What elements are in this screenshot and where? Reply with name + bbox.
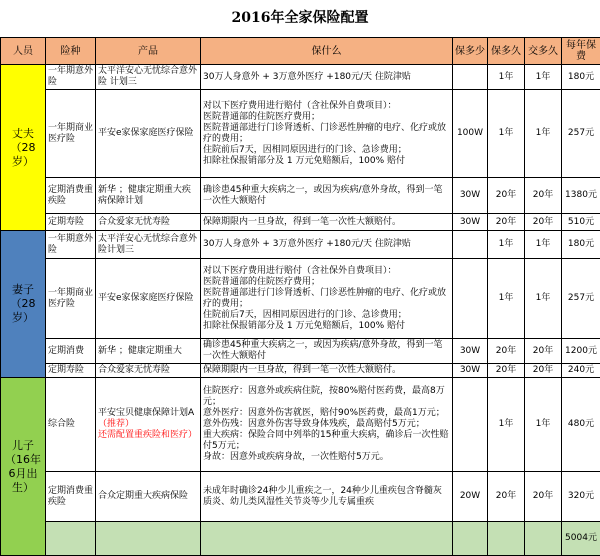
cell-premium: 510元 <box>562 214 600 231</box>
table-row <box>1 214 600 231</box>
page-title: 2016年全家保险配置 <box>0 0 600 37</box>
table-row <box>1 364 600 378</box>
product-name: 平安宝贝健康保障计划A <box>98 408 198 419</box>
cell-term: 1年 <box>488 378 525 472</box>
total-premium: 5004元 <box>562 522 600 556</box>
cell-premium: 257元 <box>562 90 600 178</box>
cell-coverage: 保障期限内一旦身故，得到一笔一次性大额赔付。 <box>201 214 453 231</box>
cell-product: 合众爱家无忧寿险 <box>96 364 201 378</box>
coverage-text: 对以下医疗费用进行赔付（含社保外自费项目）： 医院普通部的住院医疗费用； 医院普通部进行门诊肾透析、门诊恶性肿瘤的电疗、化疗或放疗的费用； 住院前后7天，因相同原因进行的门诊、急诊费用； 扣除社保报销部分及 1 万元免赔额后，100% 赔付 <box>203 266 450 332</box>
cell-product: 新华 ；健康定期重大 <box>96 339 201 364</box>
cell-amount: 30W <box>453 339 488 364</box>
blank-cell <box>488 522 525 556</box>
cell-pay: 1年 <box>525 378 562 472</box>
cell-premium: 180元 <box>562 65 600 90</box>
table-row <box>1 178 600 214</box>
cell-product: 太平洋安心无忧综合意外险计划三 <box>96 231 201 259</box>
table-row <box>1 65 600 90</box>
cell-amount <box>453 65 488 90</box>
cell-term: 20年 <box>488 214 525 231</box>
cell-term: 20年 <box>488 339 525 364</box>
cell-product <box>96 378 201 472</box>
cell-coverage: 30万人身意外 + 3万意外医疗 +180元/天 住院津贴 <box>201 65 453 90</box>
cell-pay: 20年 <box>525 214 562 231</box>
cell-term: 1年 <box>488 231 525 259</box>
cell-amount: 100W <box>453 90 488 178</box>
product-extra-note: 还需配置重疾险和医疗） <box>98 430 198 441</box>
cell-term: 1年 <box>488 259 525 339</box>
header-row <box>1 38 600 65</box>
cell-term: 20年 <box>488 472 525 522</box>
blank-cell <box>96 522 201 556</box>
cell-type: 定期寿险 <box>46 364 96 378</box>
cell-coverage: 确诊患45种重大疾病之一，或因为疾病/意外身故，得到一笔一次性大额赔付 <box>201 178 453 214</box>
blank-cell <box>525 522 562 556</box>
cell-pay: 20年 <box>525 178 562 214</box>
table-row <box>1 339 600 364</box>
cell-pay: 1年 <box>525 65 562 90</box>
cell-type: 一年期意外险 <box>46 231 96 259</box>
cell-premium: 320元 <box>562 472 600 522</box>
blank-cell <box>46 522 96 556</box>
cell-term: 20年 <box>488 178 525 214</box>
cell-amount: 20W <box>453 472 488 522</box>
table-row <box>1 472 600 522</box>
cell-type: 一年期意外险 <box>46 65 96 90</box>
cell-premium: 257元 <box>562 259 600 339</box>
product-recommend-note: （推荐） <box>98 419 198 430</box>
cell-amount: 30W <box>453 178 488 214</box>
blank-cell <box>201 522 453 556</box>
cell-term: 1年 <box>488 65 525 90</box>
cell-product: 合众爱家无忧寿险 <box>96 214 201 231</box>
cell-premium: 180元 <box>562 231 600 259</box>
cell-pay: 1年 <box>525 259 562 339</box>
table-row <box>1 259 600 339</box>
cell-pay: 20年 <box>525 472 562 522</box>
header-premium: 每年保费 <box>562 38 600 65</box>
cell-type: 一年期商业医疗险 <box>46 259 96 339</box>
cell-type: 综合险 <box>46 378 96 472</box>
cell-amount <box>453 231 488 259</box>
cell-coverage: 确诊患45种重大疾病之一，或因为疾病/意外身故，得到一笔一次性大额赔付 <box>201 339 453 364</box>
cell-premium: 1200元 <box>562 339 600 364</box>
cell-premium: 480元 <box>562 378 600 472</box>
header-pay: 交多久 <box>525 38 562 65</box>
header-person: 人员 <box>1 38 46 65</box>
table-row <box>1 231 600 259</box>
cell-amount <box>453 259 488 339</box>
cell-pay: 20年 <box>525 339 562 364</box>
cell-type: 定期消费 <box>46 339 96 364</box>
cell-product: 平安e家保家庭医疗保险 <box>96 259 201 339</box>
coverage-text: 对以下医疗费用进行赔付（含社保外自费项目）： 医院普通部的住院医疗费用； 医院普通部进行门诊肾透析、门诊恶性肿瘤的电疗、化疗或放疗的费用； 住院前后7天，因相同原因进行的门诊、急诊费用； 扣除社保报销部分及 1 万元免赔额后，100% 赔付 <box>203 101 450 167</box>
cell-pay: 1年 <box>525 90 562 178</box>
cell-pay: 20年 <box>525 364 562 378</box>
cell-type: 一年期商业医疗险 <box>46 90 96 178</box>
coverage-text: 住院医疗：因意外或疾病住院，按80%赔付医药费，最高8万元； 意外医疗：因意外伤害就医，赔付90%医药费，最高1万元； 意外伤残：因意外伤害导致身体残疾，最高赔付5万元； 重大疾病：保险合同中列举的15种重大疾病，确诊后一次性赔付5万元； 身故：因意外或疾病身故，一次性赔付5万元。 <box>203 386 450 463</box>
cell-premium: 240元 <box>562 364 600 378</box>
cell-type: 定期消费重疾险 <box>46 472 96 522</box>
cell-product: 合众定期重大疾病保险 <box>96 472 201 522</box>
header-term: 保多久 <box>488 38 525 65</box>
cell-type: 定期消费重疾险 <box>46 178 96 214</box>
cell-premium: 1380元 <box>562 178 600 214</box>
table-row <box>1 90 600 178</box>
cell-term: 20年 <box>488 364 525 378</box>
cell-coverage <box>201 378 453 472</box>
cell-pay: 1年 <box>525 231 562 259</box>
header-coverage: 保什么 <box>201 38 453 65</box>
cell-product: 太平洋安心无忧综合意外险 计划三 <box>96 65 201 90</box>
total-row <box>1 522 600 556</box>
cell-coverage <box>201 259 453 339</box>
cell-term: 1年 <box>488 90 525 178</box>
cell-amount: 30W <box>453 364 488 378</box>
header-type: 险种 <box>46 38 96 65</box>
blank-cell <box>453 522 488 556</box>
cell-coverage: 保障期限内一旦身故，得到一笔一次性大额赔付。 <box>201 364 453 378</box>
cell-coverage: 未成年时确诊24种少儿重疾之一，24种少儿重疾包含脊髓灰质炎、幼儿类风湿性关节炎等少儿专属重疾 <box>201 472 453 522</box>
header-product: 产品 <box>96 38 201 65</box>
cell-amount: 30W <box>453 214 488 231</box>
cell-type: 定期寿险 <box>46 214 96 231</box>
cell-amount <box>453 378 488 472</box>
cell-product: 新华 ；健康定期重大疾病保障计划 <box>96 178 201 214</box>
header-amount: 保多少 <box>453 38 488 65</box>
cell-coverage <box>201 90 453 178</box>
person-husband: 丈夫（28岁） <box>1 65 46 231</box>
cell-product: 平安e家保家庭医疗保险 <box>96 90 201 178</box>
insurance-table <box>0 37 600 556</box>
person-son: 儿子（16年6月出生） <box>1 378 46 556</box>
table-row <box>1 378 600 472</box>
cell-coverage: 30万人身意外 + 3万意外医疗 +180元/天 住院津贴 <box>201 231 453 259</box>
person-wife: 妻子（28岁） <box>1 231 46 378</box>
